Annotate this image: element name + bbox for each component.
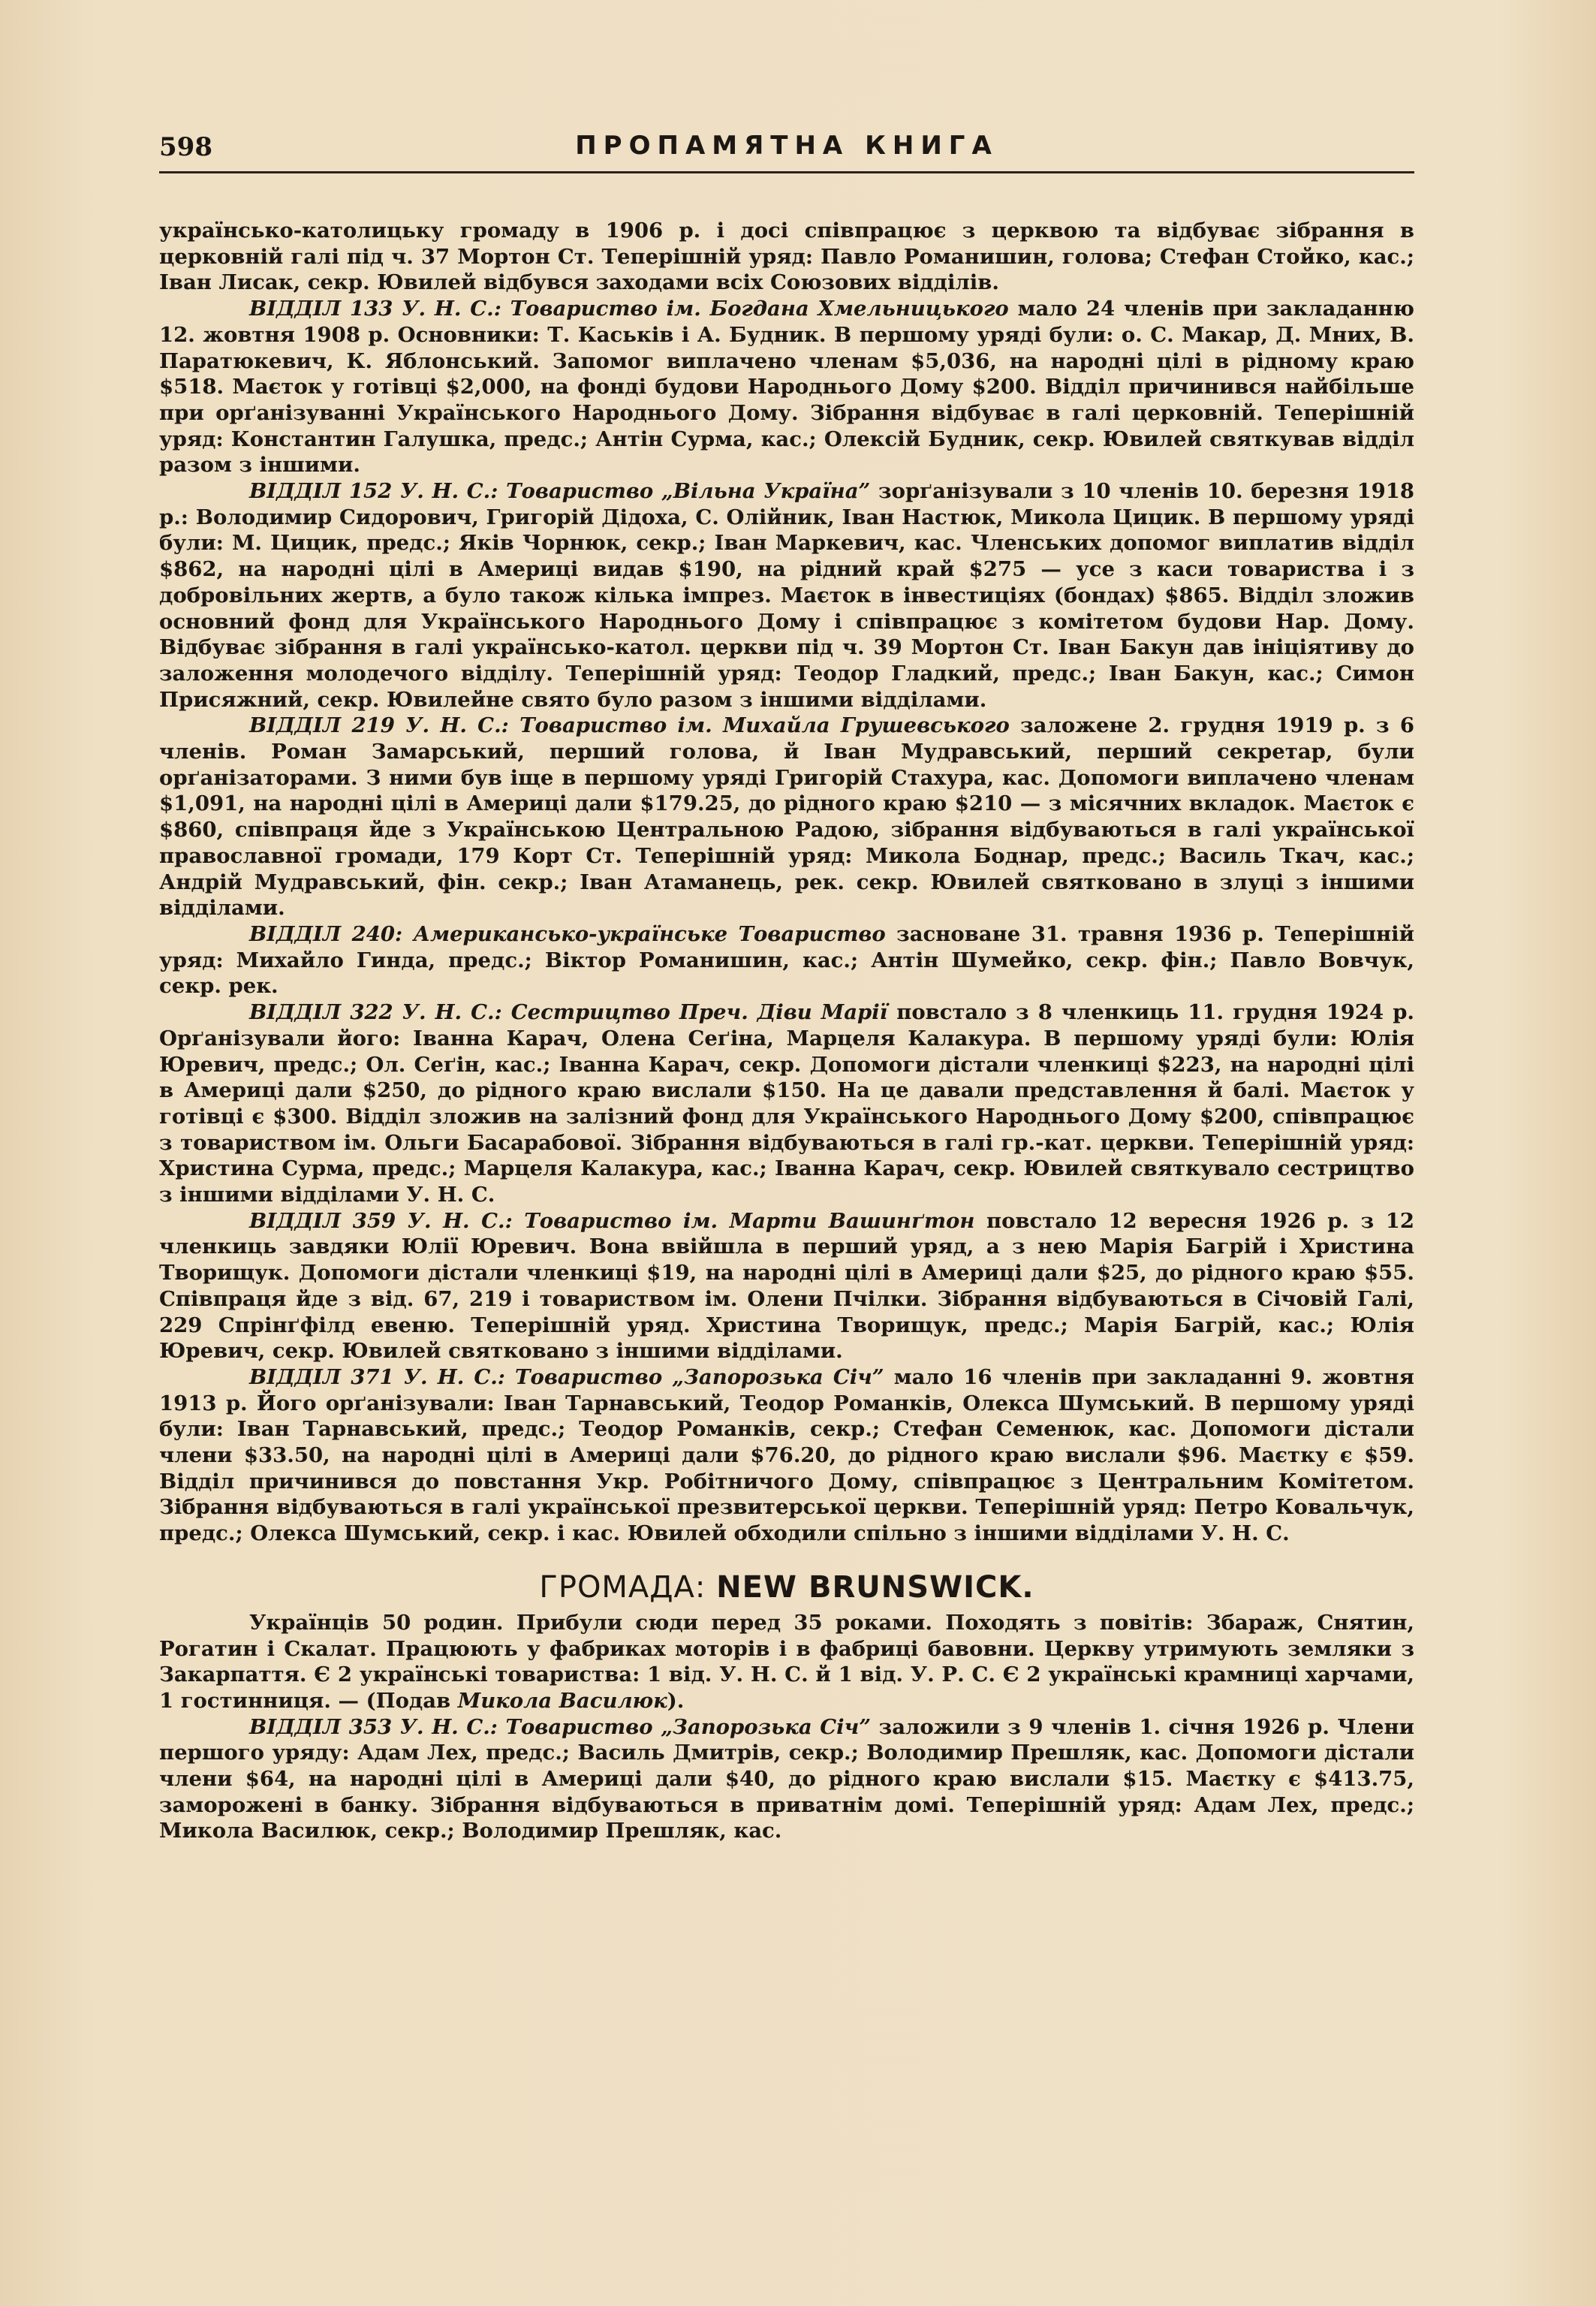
- section-heading: [159, 1569, 1414, 1605]
- paragraph-lead: ВІДДІЛ 322 У. Н. С.: Сестрицтво Преч. Діви Марії: [249, 1000, 888, 1025]
- paragraph-text: заложене 2. грудня 1919 р. з 6 членів. Роман Замарський, перший голова, й Іван Мудравський, перший секретар, були орґанізаторами. З ними був іще в першому уряді Григорій Стахура, кас. Допомоги виплачено членам $1,091, на народні цілі в Америці дали $179.25, до рідного краю $210 — з місячних вкладок. Маєток є $860, співпраця йде з Українською Центральною Радою, зібрання відбуваються в галі української православної громади, 179 Корт Ст. Теперішній уряд: Микола Боднар, предс.; Василь Ткач, кас.; Андрій Мудравський, фін. секр.; Іван Атаманець, рек. секр. Ювилей святковано в злуці з іншими відділами.: [159, 713, 1415, 921]
- paragraph-branch-322: [159, 999, 1414, 1208]
- paragraph-lead: ВІДДІЛ 152 У. Н. С.: Товариство „Вільна Україна”: [249, 479, 871, 504]
- paragraph-branch-152: [159, 478, 1414, 713]
- paragraph-branch-240: [159, 921, 1414, 999]
- paragraph-lead: ВІДДІЛ 359 У. Н. С.: Товариство ім. Марти Вашинґтон: [249, 1208, 975, 1233]
- section-heading-place: NEW BRUNSWICK.: [716, 1569, 1034, 1605]
- paragraph-branch-133: [159, 296, 1414, 478]
- paragraph-text: зорґанізували з 10 членів 10. березня 1918 р.: Володимир Сидорович, Григорій Дідоха, С. Олійник, Іван Настюк, Микола Цицик. В першому уряді були: М. Цицик, предс.; Яків Чорнюк, секр.; Іван Маркевич, кас. Членських допомог виплатив відділ $862, на народні цілі в Америці видав $190, на рідний край $275 — усе з каси товариства і з добровільних жертв, а було також кілька імпрез. Маєток в інвестиціях (бондах) $865. Відділ зложив основний фонд для Українського Народнього Дому і співпрацює з комітетом будови Нар. Дому. Відбуває зібрання в галі українсько-катол. церкви під ч. 39 Мортон Ст. Іван Бакун дав ініціятиву до заложення молодечого відділу. Теперішній уряд: Теодор Гладкий, предс.; Іван Бакун, кас.; Симон Присяжний, секр. Ювилейне свято було разом з іншими відділами.: [159, 479, 1415, 712]
- paragraph-lead: ВІДДІЛ 371 У. Н. С.: Товариство „Запорозька Січ”: [249, 1364, 884, 1389]
- paragraph-community-continuation: [159, 218, 1414, 296]
- paragraph-lead: ВІДДІЛ 240: Американсько-українське Товариство: [249, 921, 886, 946]
- running-title: ПРОПАМЯТНА КНИГА: [575, 131, 998, 161]
- paragraph-text: мало 16 членів при закладанні 9. жовтня 1913 р. Його орґанізували: Іван Тарнавський, Теодор Романків, Олекса Шумський. В першому уряді були: Іван Тарнавський, предс.; Теодор Романків, секр.; Стефан Семенюк, кас. Допомоги дістали члени $33.50, на народні цілі в Америці дали $76.20, до рідного краю вислали $96. Маєтку є $59. Відділ причинився до повстання Укр. Робітничого Дому, співпрацює з Центральним Комітетом. Зібрання відбуваються в галі української презвитерської церкви. Теперішній уряд: Петро Ковальчук, предс.; Олекса Шумський, секр. і кас. Ювилей обходили спільно з іншими відділами У. Н. С.: [159, 1364, 1414, 1546]
- paragraph-text: Українців 50 родин. Прибули сюди перед 35 роками. Походять з повітів: Збараж, Снятин, Рогатин і Скалат. Працюють у фабриках моторів і в фабриці бавовни. Церкву утримують земляки з Закарпаття. Є 2 українські товариства: 1 від. У. Н. С. й 1 від. У. Р. С. Є 2 українські крамниці харчами, 1 гостинниця. — (Подав: [159, 1610, 1414, 1713]
- paragraph-text: мало 24 членів при закладанню 12. жовтня 1908 р. Основники: Т. Каськів і А. Будник. В першому уряді були: о. С. Макар, Д. Мних, В. Паратюкевич, К. Яблонський. Запомог виплачено членам $5,036, на народні цілі в рідному краю $518. Маєток у готівці $2,000, на фонді будови Народнього Дому $200. Відділ причинився найбільше при орґанізуванні Українського Народнього Дому. Зібрання відбуває в галі церковній. Теперішній уряд: Константин Галушка, предс.; Антін Сурма, кас.; Олексій Будник, секр. Ювилей святкував відділ разом з іншими.: [159, 297, 1414, 478]
- paragraph-text: засноване 31. травня 1936 р. Теперішній уряд: Михайло Гинда, предс.; Віктор Романишин, кас.; Антін Шумейко, секр. фін.; Павло Вовчук, секр. рек.: [159, 921, 1414, 999]
- paragraph-text: повстало з 8 членкиць 11. грудня 1924 р. Орґанізували його: Іванна Карач, Олена Сеґіна, Марцеля Калакура. В першому уряді були: Юлія Юревич, предс.; Ол. Сеґін, кас.; Іванна Карач, секр. Допомоги дістали членкиці $223, на народні цілі в Америці дали $250, до рідного краю вислали $150. На це давали представлення й балі. Маєток у готівці є $300. Відділ зложив на залізний фонд для Українського Народнього Дому $200, співпрацює з товариством ім. Ольги Басарабової. Зібрання відбуваються в галі гр.-кат. церкви. Теперішній уряд: Христина Сурма, предс.; Марцеля Калакура, кас.; Іванна Карач, секр. Ювилей святкувало сестрицтво з іншими відділами У. Н. С.: [159, 1000, 1414, 1207]
- paragraph-lead: ВІДДІЛ 133 У. Н. С.: Товариство ім. Богдана Хмельницького: [249, 297, 1009, 321]
- paragraph-branch-359: [159, 1208, 1414, 1364]
- intro-credit: Микола Василюк: [457, 1688, 667, 1713]
- paragraph-branch-371: [159, 1364, 1414, 1547]
- paragraph-text: заложили з 9 членів 1. січня 1926 р. Члени першого уряду: Адам Лех, предс.; Василь Дмитрів, секр.; Володимир Прешляк, кас. Допомоги дістали члени $64, на народні цілі в Америці дали $40, до рідного краю вислали $15. Маєтку є $413.75, заморожені в банку. Зібрання відбуваються в приватнім домі. Теперішній уряд: Адам Лех, предс.; Микола Василюк, секр.; Володимир Прешляк, кас.: [159, 1714, 1414, 1843]
- page-number: 598: [159, 132, 212, 162]
- section-heading-prefix: ГРОМАДА:: [539, 1569, 717, 1605]
- paragraph-text: українсько-католицьку громаду в 1906 р. і досі співпрацює з церквою та відбуває зібрання в церковній галі під ч. 37 Мортон Ст. Теперішній уряд: Павло Романишин, голова; Стефан Стойко, кас.; Іван Лисак, секр. Ювилей відбувся заходами всіх Союзових відділів.: [159, 219, 1414, 295]
- paragraph-section-intro: [159, 1610, 1414, 1714]
- paragraph-lead: ВІДДІЛ 353 У. Н. С.: Товариство „Запорозька Січ”: [249, 1714, 872, 1739]
- page-body: [159, 218, 1414, 1844]
- paragraph-branch-353: [159, 1714, 1414, 1845]
- page-header: [159, 126, 1414, 173]
- intro-end: ).: [667, 1688, 685, 1713]
- paragraph-text: повстало 12 вересня 1926 р. з 12 членкиць завдяки Юлії Юревич. Вона ввійшла в перший уряд, а з нею Марія Багрій і Христина Творищук. Допомоги дістали членкиці $19, на народні цілі в Америці дали $25, до рідного краю $55. Співпраця йде з від. 67, 219 і товариством ім. Олени Пчілки. Зібрання відбуваються в Січовій Галі, 229 Спрінґфілд евеню. Теперішній уряд. Христина Творищук, предс.; Марія Багрій, кас.; Юлія Юревич, секр. Ювилей святковано з іншими відділами.: [159, 1208, 1414, 1364]
- paragraph-lead: ВІДДІЛ 219 У. Н. С.: Товариство ім. Михайла Грушевського: [249, 713, 1010, 738]
- paragraph-branch-219: [159, 713, 1414, 921]
